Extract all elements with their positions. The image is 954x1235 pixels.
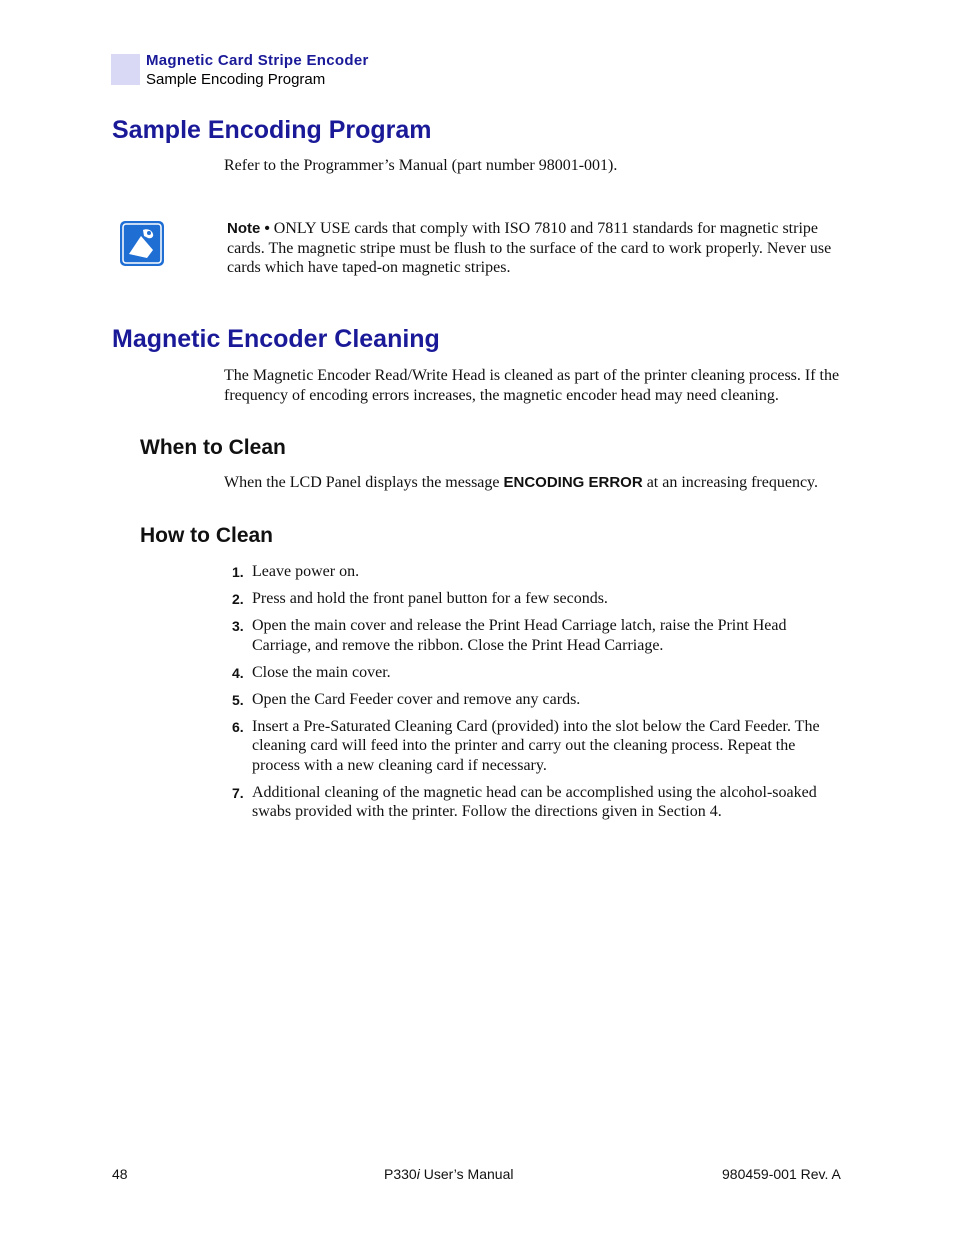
step-number: 3. [232,618,244,634]
list-item [232,589,842,609]
heading-when-to-clean: When to Clean [140,436,286,459]
list-item [232,783,842,822]
footer-manual-italic: i [416,1166,420,1182]
cleaning-steps-list [232,562,842,829]
step-text: Leave power on. [252,563,360,580]
when-text [224,473,844,493]
step-number: 6. [232,718,244,735]
note-hand-icon [119,220,165,267]
step-text: Insert a Pre-Saturated Cleaning Card (provided) into the slot below the Card Feeder. The cleaning card will feed into the printer and carry out the cleaning process. Repeat the process with a new cleaning card if necessary. [252,717,820,774]
list-item [232,663,842,683]
list-item [232,616,842,655]
footer-page-number: 48 [112,1166,128,1182]
step-text: Close the main cover. [252,663,391,681]
list-item [232,562,842,582]
step-text: Open the main cover and release the Print Head Carriage latch, raise the Print Head Carriage, and remove the ribbon. Close the Print Head Carriage. [252,617,787,654]
list-item [232,690,842,710]
when-text-after: at an increasing frequency. [642,474,819,491]
heading-magnetic-encoder-cleaning: Magnetic Encoder Cleaning [112,325,440,353]
note-text [227,219,842,278]
list-item [232,717,842,776]
heading-how-to-clean: How to Clean [140,524,274,547]
sample-program-text: Refer to the Programmer’s Manual (part number 98001-001). [224,157,618,174]
running-header-section: Sample Encoding Program [146,71,326,88]
encoding-error-message: ENCODING ERROR [503,474,643,491]
running-header-chapter: Magnetic Card Stripe Encoder [146,52,369,69]
step-text: Press and hold the front panel button for a few seconds. [252,590,608,607]
step-number: 5. [232,691,244,708]
when-text-before: When the LCD Panel displays the message [224,474,504,491]
cleaning-text: The Magnetic Encoder Read/Write Head is cleaned as part of the printer cleaning process. If the frequency of encoding errors increases, the magnetic encoder head may need cleaning. [224,367,840,404]
step-text: Open the Card Feeder cover and remove any cards. [252,690,581,708]
footer-manual-title [384,1166,513,1182]
step-number: 1. [232,564,244,580]
step-number: 7. [232,784,244,801]
footer-doc-number: 980459-001 Rev. A [722,1166,841,1182]
footer-manual-prefix: P330 [384,1166,417,1182]
step-number: 2. [232,591,244,607]
footer-manual-suffix: User’s Manual [419,1166,514,1182]
header-tab-box [111,54,140,85]
step-text: Additional cleaning of the magnetic head can be accomplished using the alcohol-soaked swabs provided with the printer. Follow the directions given in Section 4. [252,783,817,820]
note-body: ONLY USE cards that comply with ISO 7810 and 7811 standards for magnetic stripe cards. The magnetic stripe must be flush to the surface of the card to work properly. Never use cards which have taped-on magnetic stripes. [227,220,832,276]
heading-sample-encoding-program: Sample Encoding Program [112,116,432,144]
note-label: Note • [227,220,270,237]
step-number: 4. [232,664,244,681]
